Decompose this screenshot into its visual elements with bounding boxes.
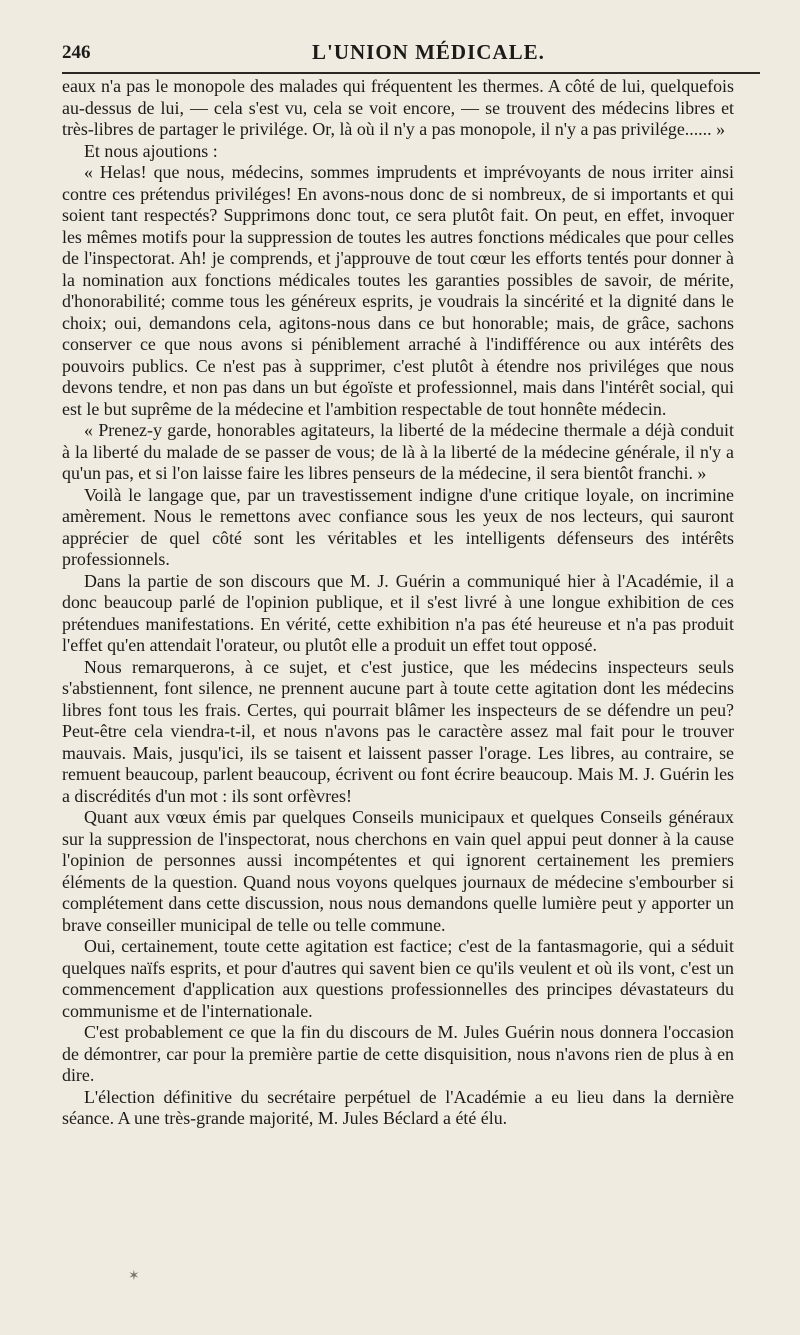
body-text [62, 76, 734, 1130]
paragraph-4: « Prenez-y garde, honorables agitateurs, la liberté de la médecine thermale a déjà conduit à la liberté du malade de se passer de vous; de là à la liberté de la médecine générale, il n'y a qu'un pas, et si l'on laisse faire les libres penseurs de la médecine, il sera bientôt franchi. » [62, 420, 734, 483]
paragraph-6: Dans la partie de son discours que M. J. Guérin a communiqué hier à l'Académie, il a donc beaucoup parlé de l'opinion publique, et il s'est livré à une longue exhibition de ces prétendues manifestations. En vérité, cette exhibition n'a pas été heureuse et n'a pas produit l'effet qu'en attendait l'orateur, ou plutôt elle a produit un effet tout opposé. [62, 570, 734, 655]
paragraph-9: Oui, certainement, toute cette agitation est factice; c'est de la fantasmagorie, qui a séduit quelques naïfs esprits, et pour d'autres qui savent bien ce qu'ils veulent et où ils vont, c'est un commencement d'application aux questions professionnelles des principes dévastateurs du communisme et de l'internationale. [62, 936, 734, 1021]
paragraph-2: Et nous ajoutions : [84, 140, 218, 161]
paragraph-10: C'est probablement ce que la fin du discours de M. Jules Guérin nous donnera l'occasion de démontrer, car pour la première partie de cette disquisition, nous n'avons rien de plus à en dire. [62, 1022, 734, 1085]
page-header [62, 38, 760, 72]
paragraph-8: Quant aux vœux émis par quelques Conseils municipaux et quelques Conseils généraux sur la suppression de l'inspectorat, nous cherchons en vain quel appui peut donner à la cause l'opinion de personnes aussi incompétentes et qui ignorent certainement les premiers éléments de la question. Quand nous voyons quelques journaux de médecine s'embourber si complétement dans cette discussion, nous nous demandons quelle lumière peut y apporter un brave conseiller municipal de telle ou telle commune. [62, 807, 734, 935]
paragraph-5: Voilà le langage que, par un travestissement indigne d'une critique loyale, on incrimine amèrement. Nous le remettons avec confiance sous les yeux de nos lecteurs, qui sauront apprécier de quel côté sont les véritables et les intelligents défenseurs des intérêts professionnels. [62, 484, 734, 569]
page-number: 246 [62, 42, 91, 63]
ink-smudge-icon: ✶ [128, 1269, 140, 1284]
paragraph-11: L'élection définitive du secrétaire perpétuel de l'Académie a eu lieu dans la dernière séance. A une très-grande majorité, M. Jules Béclard a été élu. [62, 1086, 734, 1128]
paragraph-1: eaux n'a pas le monopole des malades qui fréquentent les thermes. A côté de lui, quelquefois au-dessus de lui, — cela s'est vu, cela se voit encore, — se trouvent des médecins libres et très-libres de partager le privilége. Or, là où il n'y a pas monopole, il n'y a pas privilége...... » [62, 76, 734, 139]
running-title: L'UNION MÉDICALE. [312, 40, 545, 64]
header-rule [62, 72, 760, 74]
paragraph-7: Nous remarquerons, à ce sujet, et c'est justice, que les médecins inspecteurs seuls s'abstiennent, font silence, ne prennent aucune part à toute cette agitation dont les médecins libres font tous les frais. Certes, qui pourrait blâmer les inspecteurs de se défendre un peu? Peut-être cela viendra-t-il, et nous n'avons pas le caractère assez mal fait pour le trouver mauvais. Mais, jusqu'ici, ils se taisent et laissent passer l'orage. Les libres, au contraire, se remuent beaucoup, parlent beaucoup, écrivent ou font écrire beaucoup. Mais M. J. Guérin les a discrédités d'un mot : ils sont orfèvres! [62, 656, 734, 806]
paragraph-3: « Helas! que nous, médecins, sommes imprudents et imprévoyants de nous irriter ainsi contre ces prétendus priviléges! En avons-nous donc de si nombreux, de si importants et qui soient tant respectés? Supprimons donc tout, ce sera plutôt fait. On peut, en effet, invoquer les mêmes motifs pour la suppression de toutes les autres fonctions médicales que pour celles de l'inspectorat. Ah! je comprends, et j'approuve de tout cœur les efforts tentés pour donner à la nomination aux fonctions médicales toutes les garanties possibles de savoir, de mérite, d'honorabilité; comme tous les généreux esprits, je voudrais la sincérité et la dignité dans le choix; oui, demandons cela, agitons-nous dans ce but honorable; mais, de grâce, sachons conserver ce que nous avons si péniblement arraché à l'indifférence ou aux intérêts des pouvoirs publics. Ce n'est pas à supprimer, c'est plutôt à étendre nos priviléges que nous devons tendre, et non pas dans un but égoïste et professionnel, mais dans l'intérêt social, qui est le but suprême de la médecine et l'ambition respectable de tout honnête médecin. [62, 162, 734, 419]
